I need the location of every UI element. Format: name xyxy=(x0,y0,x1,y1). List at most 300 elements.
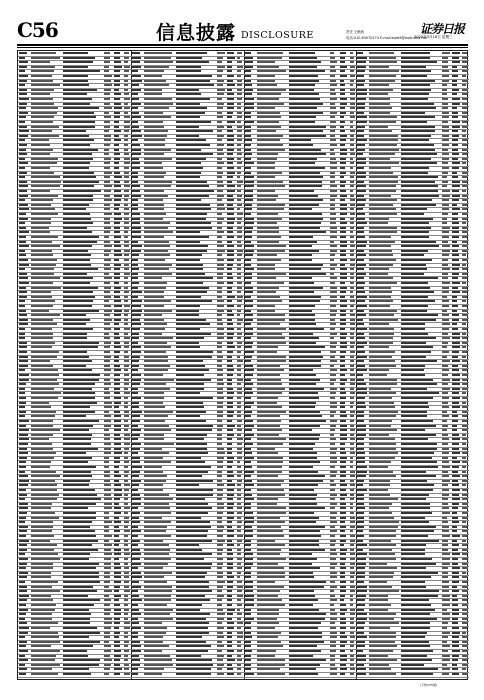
table-cell xyxy=(31,103,54,105)
table-cell xyxy=(357,116,366,118)
table-cell xyxy=(401,75,427,77)
table-cell xyxy=(124,650,129,652)
table-cell xyxy=(369,641,395,643)
table-cell xyxy=(330,112,337,114)
table-cell xyxy=(31,93,50,95)
table-cell xyxy=(442,406,449,408)
table-cell xyxy=(257,411,286,413)
table-cell xyxy=(245,420,253,422)
table-cell xyxy=(144,420,165,422)
table-cell xyxy=(289,236,313,238)
table-cell xyxy=(330,595,336,597)
table-cell xyxy=(124,342,129,344)
table-cell xyxy=(289,420,326,422)
table-cell xyxy=(19,475,28,477)
table-cell xyxy=(357,581,364,583)
table-cell xyxy=(357,181,364,183)
table-cell xyxy=(19,411,26,413)
table-cell xyxy=(357,392,367,394)
table-cell xyxy=(401,535,428,537)
table-cell xyxy=(217,365,223,367)
table-cell xyxy=(369,604,390,606)
table-cell xyxy=(257,75,276,77)
table-cell xyxy=(245,305,253,307)
table-cell xyxy=(217,489,223,491)
table-cell xyxy=(357,379,364,381)
table-cell xyxy=(217,287,222,289)
table-cell xyxy=(19,66,27,68)
table-cell xyxy=(176,277,214,279)
table-cell xyxy=(227,599,232,601)
table-cell xyxy=(369,452,398,454)
table-cell xyxy=(401,112,424,114)
table-cell xyxy=(31,259,57,261)
table-cell xyxy=(114,300,121,302)
table-cell xyxy=(401,144,434,146)
table-cell xyxy=(442,517,447,519)
table-cell xyxy=(227,595,232,597)
table-cell xyxy=(114,466,119,468)
table-cell xyxy=(350,659,355,661)
table-cell xyxy=(245,139,252,141)
table-cell xyxy=(462,402,466,404)
table-cell xyxy=(357,668,366,670)
table-cell xyxy=(442,475,449,477)
table-cell xyxy=(257,52,284,54)
table-cell xyxy=(330,581,336,583)
table-cell xyxy=(19,604,26,606)
table-cell xyxy=(330,507,336,509)
table-cell xyxy=(369,553,394,555)
table-cell xyxy=(176,126,199,128)
table-cell xyxy=(63,190,101,192)
table-cell xyxy=(104,484,111,486)
table-cell xyxy=(257,213,279,215)
table-cell xyxy=(462,98,467,100)
table-cell xyxy=(369,135,397,137)
table-cell xyxy=(104,52,110,54)
table-cell xyxy=(462,291,467,293)
table-cell xyxy=(176,112,205,114)
table-cell xyxy=(132,668,138,670)
table-cell xyxy=(144,300,171,302)
table-cell xyxy=(289,374,316,376)
table-cell xyxy=(63,365,86,367)
table-column xyxy=(356,51,469,679)
table-cell xyxy=(340,139,347,141)
table-cell xyxy=(452,590,458,592)
table-cell xyxy=(357,250,364,252)
table-cell xyxy=(257,420,281,422)
table-cell xyxy=(124,599,128,601)
table-cell xyxy=(330,172,335,174)
issue-date: 2020年3月18日 星期三 xyxy=(414,35,453,39)
table-cell xyxy=(350,379,355,381)
table-cell xyxy=(462,273,467,275)
table-cell xyxy=(31,512,55,514)
table-cell xyxy=(114,507,121,509)
table-cell xyxy=(31,245,60,247)
table-cell xyxy=(289,383,317,385)
table-cell xyxy=(31,369,58,371)
table-cell xyxy=(442,282,450,284)
table-cell xyxy=(31,572,51,574)
table-cell xyxy=(350,310,354,312)
table-cell xyxy=(340,291,346,293)
table-cell xyxy=(340,89,346,91)
table-cell xyxy=(401,314,438,316)
table-cell xyxy=(144,521,172,523)
table-cell xyxy=(452,61,460,63)
table-cell xyxy=(245,208,253,210)
section-title-cn: 信息披露 xyxy=(156,22,237,44)
table-cell xyxy=(369,337,392,339)
table-cell xyxy=(257,673,286,675)
table-cell xyxy=(340,420,347,422)
table-cell xyxy=(176,581,209,583)
table-cell xyxy=(217,415,223,417)
table-cell xyxy=(217,636,224,638)
table-cell xyxy=(357,227,364,229)
table-cell xyxy=(442,112,449,114)
table-cell xyxy=(330,135,336,137)
table-cell xyxy=(237,337,241,339)
table-cell xyxy=(452,540,457,542)
table-cell xyxy=(114,383,120,385)
table-cell xyxy=(350,434,354,436)
table-cell xyxy=(227,434,234,436)
table-cell xyxy=(114,116,120,118)
table-cell xyxy=(217,342,222,344)
table-cell xyxy=(237,438,243,440)
table-cell xyxy=(63,521,92,523)
table-cell xyxy=(104,406,112,408)
table-cell xyxy=(330,461,337,463)
table-cell xyxy=(369,576,393,578)
table-cell xyxy=(442,383,448,385)
table-cell xyxy=(176,517,201,519)
table-cell xyxy=(289,466,314,468)
table-cell xyxy=(237,448,242,450)
table-cell xyxy=(237,553,241,555)
table-cell xyxy=(104,222,110,224)
table-cell xyxy=(104,609,111,611)
table-cell xyxy=(217,618,224,620)
table-cell xyxy=(63,461,88,463)
table-cell xyxy=(144,618,173,620)
table-cell xyxy=(340,356,346,358)
table-cell xyxy=(401,296,428,298)
table-cell xyxy=(144,466,162,468)
table-cell xyxy=(257,319,286,321)
table-cell xyxy=(217,323,223,325)
table-cell xyxy=(369,356,391,358)
table-cell xyxy=(401,576,430,578)
table-cell xyxy=(19,581,25,583)
table-cell xyxy=(289,314,315,316)
table-cell xyxy=(124,172,129,174)
table-cell xyxy=(289,273,326,275)
table-cell xyxy=(217,369,223,371)
table-cell xyxy=(350,632,355,634)
table-cell xyxy=(289,397,320,399)
table-cell xyxy=(217,586,223,588)
table-cell xyxy=(350,57,355,59)
table-cell xyxy=(289,636,322,638)
table-cell xyxy=(144,581,167,583)
table-cell xyxy=(330,176,336,178)
table-cell xyxy=(245,176,254,178)
table-cell xyxy=(132,227,141,229)
table-cell xyxy=(31,300,55,302)
table-cell xyxy=(144,213,166,215)
table-cell xyxy=(114,213,121,215)
table-cell xyxy=(462,563,468,565)
table-cell xyxy=(462,139,467,141)
table-cell xyxy=(114,664,120,666)
table-cell xyxy=(104,250,111,252)
table-cell xyxy=(114,158,120,160)
table-cell xyxy=(442,438,449,440)
table-cell xyxy=(217,521,222,523)
table-cell xyxy=(369,512,392,514)
table-cell xyxy=(257,471,283,473)
table-cell xyxy=(452,544,459,546)
table-cell xyxy=(132,213,140,215)
table-cell xyxy=(452,199,459,201)
table-cell xyxy=(144,126,164,128)
table-cell xyxy=(114,70,120,72)
table-cell xyxy=(452,457,457,459)
table-cell xyxy=(330,333,338,335)
table-cell xyxy=(330,411,336,413)
table-cell xyxy=(442,139,449,141)
table-cell xyxy=(227,622,234,624)
table-cell xyxy=(114,268,120,270)
table-cell xyxy=(350,466,354,468)
table-cell xyxy=(114,61,121,63)
table-cell xyxy=(217,135,225,137)
table-cell xyxy=(245,167,252,169)
table-cell xyxy=(401,517,424,519)
table-cell xyxy=(176,305,200,307)
table-cell xyxy=(104,149,109,151)
table-cell xyxy=(237,153,242,155)
table-cell xyxy=(350,452,356,454)
table-cell xyxy=(442,264,447,266)
table-cell xyxy=(462,540,466,542)
table-cell xyxy=(237,411,241,413)
table-cell xyxy=(132,181,139,183)
table-cell xyxy=(350,567,355,569)
table-cell xyxy=(357,383,366,385)
table-cell xyxy=(31,181,61,183)
table-cell xyxy=(176,181,207,183)
table-cell xyxy=(176,664,213,666)
table-cell xyxy=(104,494,111,496)
table-cell xyxy=(31,613,52,615)
table-cell xyxy=(19,420,29,422)
table-cell xyxy=(217,461,223,463)
table-cell xyxy=(144,438,164,440)
table-cell xyxy=(442,402,448,404)
table-cell xyxy=(257,162,275,164)
table-cell xyxy=(176,530,209,532)
table-cell xyxy=(217,517,222,519)
table-cell xyxy=(357,512,364,514)
table-cell xyxy=(114,521,121,523)
table-cell xyxy=(227,392,235,394)
table-cell xyxy=(237,636,243,638)
table-cell xyxy=(401,268,427,270)
table-cell xyxy=(350,535,355,537)
table-cell xyxy=(452,264,460,266)
table-cell xyxy=(289,259,312,261)
table-cell xyxy=(452,397,460,399)
table-cell xyxy=(176,383,204,385)
table-cell xyxy=(257,627,275,629)
table-cell xyxy=(227,632,233,634)
table-cell xyxy=(369,567,397,569)
table-cell xyxy=(114,659,120,661)
table-cell xyxy=(245,379,252,381)
table-cell xyxy=(227,475,234,477)
table-cell xyxy=(124,162,130,164)
table-cell xyxy=(217,93,224,95)
table-cell xyxy=(245,627,252,629)
table-cell xyxy=(350,195,355,197)
table-cell xyxy=(31,471,56,473)
table-cell xyxy=(144,149,171,151)
table-cell xyxy=(217,572,224,574)
table-cell xyxy=(63,581,100,583)
table-cell xyxy=(237,645,242,647)
table-cell xyxy=(289,130,323,132)
table-cell xyxy=(357,167,364,169)
table-cell xyxy=(330,475,337,477)
table-cell xyxy=(340,199,345,201)
table-cell xyxy=(442,461,449,463)
table-cell xyxy=(237,466,241,468)
table-cell xyxy=(401,351,431,353)
table-cell xyxy=(289,264,324,266)
table-cell xyxy=(452,190,459,192)
table-cell xyxy=(357,351,365,353)
table-cell xyxy=(132,149,141,151)
table-cell xyxy=(114,645,120,647)
table-cell xyxy=(357,245,366,247)
table-cell xyxy=(257,668,280,670)
table-cell xyxy=(31,185,60,187)
table-cell xyxy=(124,296,128,298)
table-cell xyxy=(369,250,392,252)
table-cell xyxy=(442,181,448,183)
table-cell xyxy=(452,310,457,312)
table-cell xyxy=(124,282,128,284)
table-cell xyxy=(452,563,458,565)
table-cell xyxy=(330,273,335,275)
table-cell xyxy=(257,300,283,302)
table-cell xyxy=(104,172,112,174)
table-cell xyxy=(357,452,365,454)
table-cell xyxy=(19,590,27,592)
table-cell xyxy=(245,415,252,417)
table-cell xyxy=(63,227,87,229)
table-cell xyxy=(237,158,241,160)
table-cell xyxy=(176,93,201,95)
table-cell xyxy=(357,448,364,450)
table-cell xyxy=(350,484,356,486)
table-cell xyxy=(176,512,209,514)
table-cell xyxy=(237,190,241,192)
table-cell xyxy=(176,319,206,321)
table-cell xyxy=(401,103,433,105)
table-cell xyxy=(176,300,213,302)
table-cell xyxy=(176,475,202,477)
table-cell xyxy=(227,204,233,206)
table-cell xyxy=(124,645,128,647)
table-cell xyxy=(369,287,391,289)
table-cell xyxy=(245,190,253,192)
table-cell xyxy=(114,135,119,137)
table-cell xyxy=(369,673,396,675)
table-cell xyxy=(124,512,128,514)
table-cell xyxy=(227,112,234,114)
table-cell xyxy=(63,277,93,279)
table-cell xyxy=(257,622,279,624)
table-cell xyxy=(401,466,438,468)
table-cell xyxy=(237,259,242,261)
table-cell xyxy=(63,236,99,238)
table-cell xyxy=(132,259,138,261)
table-cell xyxy=(114,668,122,670)
table-cell xyxy=(462,544,467,546)
table-cell xyxy=(132,645,141,647)
table-cell xyxy=(104,517,109,519)
table-cell xyxy=(176,264,203,266)
table-cell xyxy=(330,406,338,408)
table-cell xyxy=(19,558,28,560)
table-cell xyxy=(144,572,172,574)
table-cell xyxy=(340,93,345,95)
table-cell xyxy=(401,668,438,670)
table-cell xyxy=(452,535,460,537)
table-cell xyxy=(340,618,346,620)
table-cell xyxy=(452,328,458,330)
table-cell xyxy=(237,392,242,394)
table-cell xyxy=(124,245,129,247)
table-cell xyxy=(114,337,120,339)
table-cell xyxy=(330,360,338,362)
table-cell xyxy=(227,291,232,293)
table-cell xyxy=(124,264,129,266)
table-cell xyxy=(217,80,225,82)
table-cell xyxy=(245,84,253,86)
disclosure-table-area xyxy=(17,50,468,680)
table-cell xyxy=(124,346,129,348)
table-cell xyxy=(462,448,467,450)
table-cell xyxy=(462,314,467,316)
table-cell xyxy=(289,576,314,578)
table-cell xyxy=(19,176,25,178)
table-cell xyxy=(340,668,347,670)
table-cell xyxy=(257,484,281,486)
table-cell xyxy=(63,319,90,321)
table-cell xyxy=(237,420,243,422)
table-cell xyxy=(330,213,337,215)
table-cell xyxy=(227,107,235,109)
table-cell xyxy=(357,121,366,123)
